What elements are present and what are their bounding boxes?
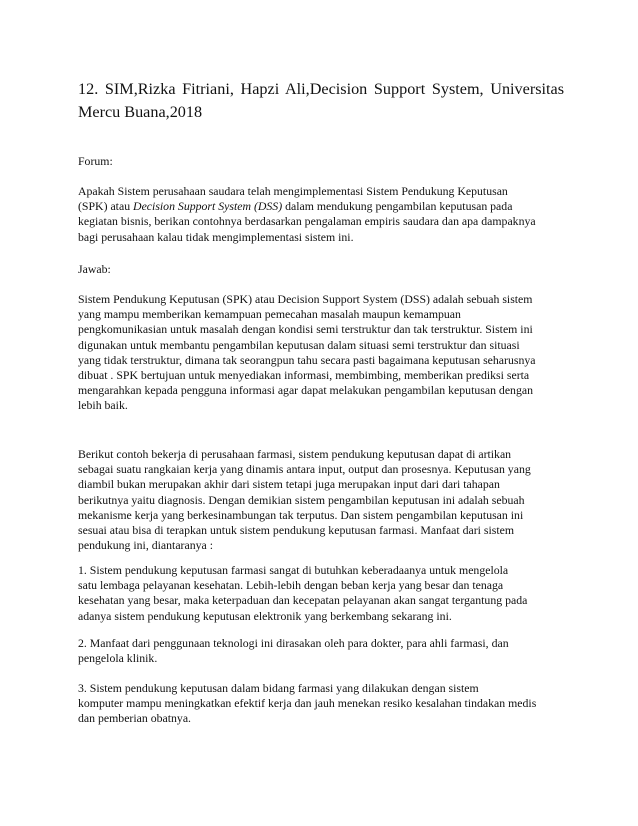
paragraph-line: berikutnya yaitu diagnosis. Dengan demikian sistem pengambilan keputusan ini adalah sebuah <box>78 492 525 507</box>
paragraph-line: adanya sistem pendukung keputusan elektronik yang berkembang sekarang ini. <box>78 608 452 623</box>
paragraph-line: dan pemberian obatnya. <box>78 711 192 726</box>
paragraph-line: digunakan untuk membantu pengambilan keputusan dalam situasi semi terstruktur dan situasi <box>78 337 520 352</box>
paragraph-line: Apakah Sistem perusahaan saudara telah mengimplementasi Sistem Pendukung Keputusan <box>78 184 508 198</box>
example-paragraph <box>78 447 570 553</box>
paragraph-line: bagi perusahaan kalau tidak mengimplementasi sistem ini. <box>78 229 354 244</box>
paragraph-line: pengkomunikasian untuk masalah dengan kondisi semi terstruktur dan tak terstruktur. Sistem ini <box>78 322 533 337</box>
paragraph-line: komputer mampu meningkatkan efektif kerja dan jauh menekan resiko kesalahan tindakan medis <box>78 696 537 711</box>
paragraph-line: 2. Manfaat dari penggunaan teknologi ini dirasakan oleh para dokter, para ahli farmasi, dan <box>78 636 509 650</box>
forum-label: Forum: <box>78 154 113 168</box>
jawab-label: Jawab: <box>78 262 111 276</box>
paragraph-line: diambil bukan merupakan akhir dari sistem tetapi juga merupakan input dari dari tahapan <box>78 477 500 492</box>
list-item-1 <box>78 563 570 624</box>
list-item-2 <box>78 636 570 666</box>
paragraph-line: dibuat . SPK bertujuan untuk menyediakan informasi, membimbing, memberikan prediksi serta <box>78 368 530 383</box>
forum-question <box>78 184 570 245</box>
list-item-3 <box>78 681 570 727</box>
paragraph-line: satu lembaga pelayanan kesehatan. Lebih-lebih dengan beban kerja yang besar dan tenaga <box>78 578 504 593</box>
paragraph-line: (SPK) atau Decision Support System (DSS) dalam mendukung pengambilan keputusan pada <box>78 199 513 214</box>
paragraph-line: Berikut contoh bekerja di perusahaan farmasi, sistem pendukung keputusan dapat di artikan <box>78 447 512 461</box>
paragraph-line: 1. Sistem pendukung keputusan farmasi sangat di butuhkan keberadaanya untuk mengelola <box>78 563 509 577</box>
answer-paragraph <box>78 292 570 414</box>
paragraph-line: yang tidak terstruktur, dimana tak seorangpun tahu secara pasti bagaimana keputusan seharusnya <box>78 352 536 367</box>
paragraph-line: 3. Sistem pendukung keputusan dalam bidang farmasi yang dilakukan dengan sistem <box>78 681 479 695</box>
paragraph-line: sebagai suatu rangkaian kerja yang dinamis antara input, output dan prosesnya. Keputusan yang <box>78 462 531 477</box>
paragraph-line: kegiatan bisnis, berikan contohnya berdasarkan pengalaman empiris saudara dan apa dampaknya <box>78 214 536 229</box>
document-title <box>78 78 564 124</box>
paragraph-line: Sistem Pendukung Keputusan (SPK) atau Decision Support System (DSS) adalah sebuah sistem <box>78 292 533 306</box>
paragraph-line: mekanisme kerja yang berkesinambungan tak terputus. Dan sistem pengambilan keputusan ini <box>78 507 524 522</box>
paragraph-line: sesuai atau bisa di terapkan untuk sistem pendukung keputusan farmasi. Manfaat dari sistem <box>78 523 515 538</box>
paragraph-line: pengelola klinik. <box>78 651 158 666</box>
title-line: Mercu Buana,2018 <box>78 103 203 121</box>
paragraph-line: mengarahkan kepada pengguna informasi agar dapat melakukan pengambilan keputusan dengan <box>78 383 533 398</box>
paragraph-line: pendukung ini, diantaranya : <box>78 538 213 553</box>
title-line: 12. SIM,Rizka Fitriani, Hapzi Ali,Decision Support System, Universitas <box>78 80 564 98</box>
paragraph-line: lebih baik. <box>78 398 128 413</box>
paragraph-line: yang mampu memberikan kemampuan pemecahan masalah maupun kemampuan <box>78 307 461 322</box>
paragraph-line: kesehatan yang besar, maka keterpaduan dan kecepatan pelayanan akan sangat tergantung pada <box>78 593 528 608</box>
